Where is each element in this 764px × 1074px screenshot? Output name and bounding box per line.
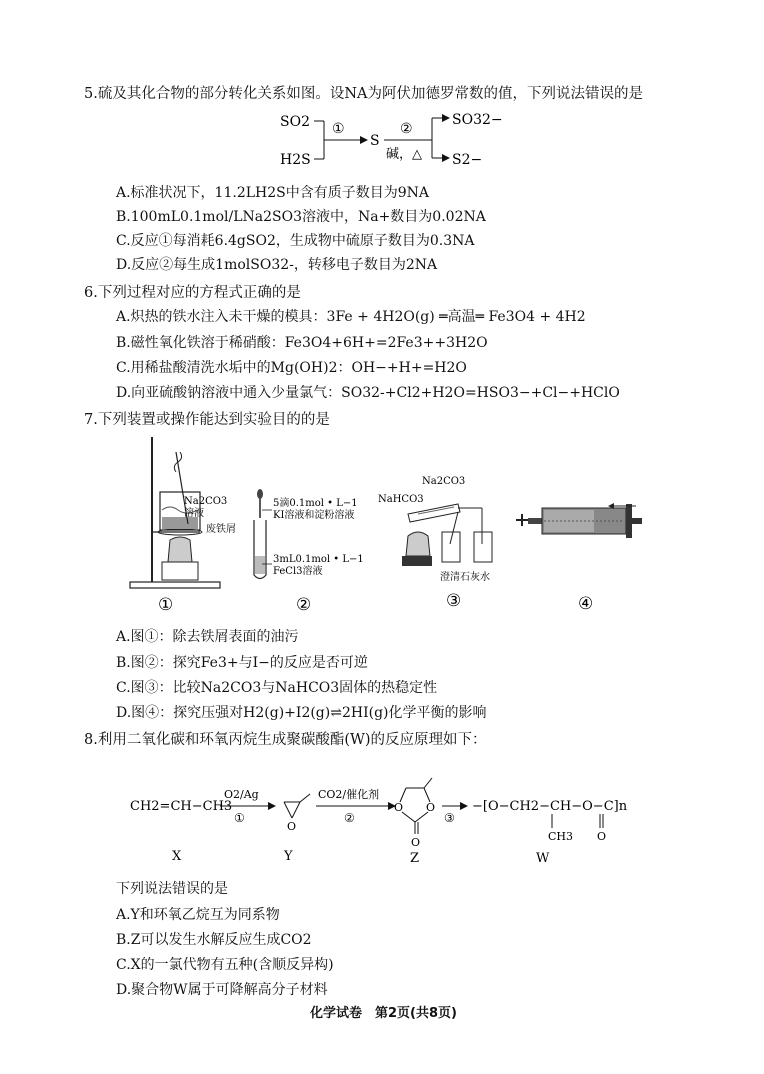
fig1-label-solution: 溶液 (184, 508, 204, 519)
q6-stem: 6.下列过程对应的方程式正确的是 (84, 285, 301, 301)
q7-option-a: A.图①：除去铁屑表面的油污 (116, 629, 299, 645)
q5-option-c: C.反应①每消耗6.4gSO2，生成物中硫原子数目为0.3NA (116, 233, 475, 249)
s-label: S (370, 133, 380, 149)
q6-option-a: A.炽热的铁水注入未干燥的模具：3Fe + 4H2O(g) ═高温═ Fe3O4 + 4H2 (116, 309, 586, 325)
q7-option-b: B.图②：探究Fe3+与I−的反应是否可逆 (116, 655, 368, 671)
s2-label: S2− (452, 152, 483, 168)
so3-label: SO32− (452, 112, 503, 128)
q8-option-b: B.Z可以发生水解反应生成CO2 (116, 932, 312, 948)
q7-option-d: D.图④：探究压强对H2(g)+I2(g)⇌2HI(g)化学平衡的影响 (116, 705, 487, 721)
q8-option-c: C.X的一氯代物有五种(含顺反异构) (116, 957, 334, 973)
q8-scheme (120, 758, 740, 868)
so2-label: SO2 (280, 114, 310, 130)
q5-scheme (270, 108, 520, 178)
q6-option-b: B.磁性氧化铁溶于稀硝酸：Fe3O4+6H+=2Fe3++3H2O (116, 335, 488, 351)
step2-circle: ② (344, 811, 355, 825)
y-oxygen: O (287, 820, 297, 833)
condition-label: 碱，△ (386, 147, 422, 162)
fig2-number: ② (296, 595, 312, 615)
q5-option-a: A.标准状况下，11.2LH2S中含有质子数目为9NA (116, 185, 430, 201)
fig3-label-limewater: 澄清石灰水 (440, 572, 490, 583)
x-formula: CH2=CH−CH3 (130, 799, 233, 814)
fig1-number: ① (158, 595, 174, 615)
q6-option-d: D.向亚硫酸钠溶液中通入少量氯气：SO32-+Cl2+H2O=HSO3−+Cl−+HClO (116, 385, 620, 401)
q6-option-c: C.用稀盐酸清洗水垢中的Mg(OH)2：OH−+H+=H2O (116, 360, 467, 376)
step2-label: ② (400, 121, 413, 137)
w-carbonyl-oxygen: O (597, 830, 607, 843)
q5-option-b: B.100mL0.1mol/LNa2SO3溶液中，Na+数目为0.02NA (116, 209, 486, 225)
figure-1 (120, 432, 250, 617)
fig2-label-bottom2: FeCl3溶液 (273, 566, 323, 577)
fig3-number: ③ (446, 591, 462, 611)
q7-stem: 7.下列装置或操作能达到实验目的的是 (84, 412, 330, 428)
step1-label: ① (332, 121, 345, 137)
o2ag-label: O2/Ag (224, 788, 259, 801)
z-oxygen-left: O (394, 801, 404, 814)
figure-3 (378, 474, 508, 617)
fig2-label-top2: KI溶液和淀粉溶液 (273, 510, 355, 521)
q8-option-d: D.聚合物W属于可降解高分子材料 (116, 982, 328, 998)
step3-circle: ③ (444, 811, 455, 825)
fig1-label-scrap: 废铁屑 (206, 524, 236, 535)
fig4-number: ④ (578, 594, 594, 614)
q7-option-c: C.图③：比较Na2CO3与NaHCO3固体的热稳定性 (116, 680, 438, 696)
label-y: Y (284, 849, 293, 864)
w-formula: −[O−CH2−CH−O−C]n (472, 799, 628, 814)
page-footer: 化学试卷 第2页(共8页) (310, 1006, 457, 1021)
z-oxygen-carbonyl: O (411, 836, 421, 849)
q5-stem: 5.硫及其化合物的部分转化关系如图。设NA为阿伏加德罗常数的值，下列说法错误的是 (84, 86, 643, 102)
h2s-label: H2S (280, 152, 311, 168)
co2cat-label: CO2/催化剂 (318, 788, 380, 801)
q5-option-d: D.反应②每生成1molSO32-，转移电子数目为2NA (116, 257, 438, 273)
label-w: W (536, 851, 550, 866)
step1-circle: ① (234, 811, 245, 825)
fig2-label-bottom: 3mL0.1mol • L−1 (273, 554, 364, 565)
q8-prompt: 下列说法错误的是 (116, 881, 228, 897)
q8-stem: 8.利用二氧化碳和环氧丙烷生成聚碳酸酯(W)的反应原理如下： (84, 732, 487, 748)
fig3-label-nahco3: NaHCO3 (378, 494, 424, 505)
z-oxygen-right: O (426, 801, 436, 814)
label-z: Z (410, 851, 420, 866)
q8-option-a: A.Y和环氧乙烷互为同系物 (116, 907, 280, 923)
fig2-label-top: 5滴0.1mol • L−1 (273, 498, 358, 509)
label-x: X (172, 849, 182, 864)
fig3-label-na2co3: Na2CO3 (422, 476, 466, 487)
figure-4 (514, 500, 654, 617)
w-methyl: CH3 (548, 830, 574, 843)
figure-2 (248, 490, 378, 615)
fig1-label-na2co3: Na2CO3 (184, 496, 228, 507)
